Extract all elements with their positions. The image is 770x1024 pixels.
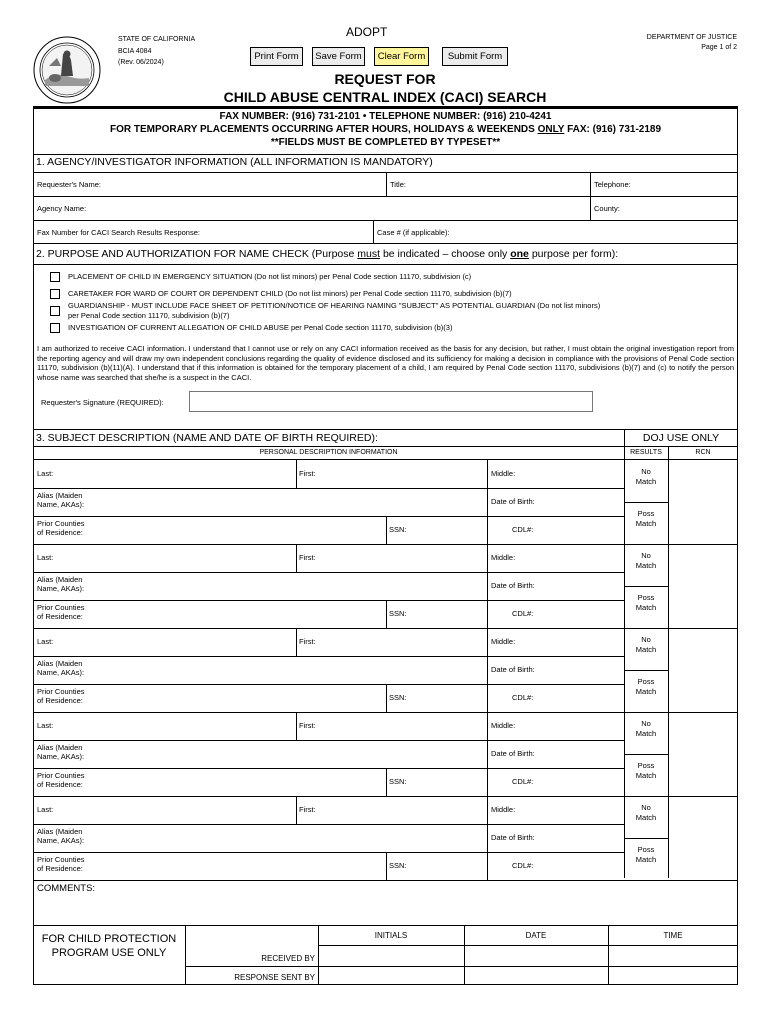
investigation-checkbox[interactable] [50,323,60,333]
guardianship-option-cont: per Penal Code section 11170, subdivision (b)(7) [68,311,230,320]
emergency-placement-checkbox[interactable] [50,272,60,282]
ssn-label: SSN: [389,693,407,702]
program-label-line1: FOR CHILD PROTECTION [41,933,177,945]
save-form-button[interactable]: Save Form [312,47,365,66]
form-id: BCIA 4084 [118,48,152,55]
investigation-option: INVESTIGATION OF CURRENT ALLEGATION OF CHILD ABUSE per Penal Code section 11170, subdivision (b)(3) [68,323,453,332]
alias-field[interactable] [100,657,486,683]
first-name-field[interactable] [320,629,486,655]
caretaker-option: CARETAKER FOR WARD OF COURT OR DEPENDENT CHILD (Do not list minors) per Penal Code section 11170, subdivision (b)(7) [68,289,512,298]
date-of-birth-field[interactable] [545,741,623,767]
telephone-field[interactable] [640,174,736,196]
cdl-label: CDL#: [512,777,534,786]
alias-label: Alias (Maiden [37,743,83,752]
first-name-label: First: [299,721,316,730]
middle-name-label: Middle: [491,805,516,814]
last-name-field[interactable] [60,797,294,823]
prior-counties-label: Prior Counties [37,855,85,864]
signature-field[interactable] [189,391,593,412]
alias-label-cont: Name, AKAs): [37,500,85,509]
ssn-field[interactable] [412,601,486,627]
rcn-field[interactable] [669,545,737,627]
personal-description-header: PERSONAL DESCRIPTION INFORMATION [259,449,398,456]
county-label: County: [594,204,620,213]
cdl-field[interactable] [540,853,623,879]
authorization-statement: I am authorized to receive CACI information. I understand that I cannot use or rely on any CACI information received as the basis for any decision, but rather, I must obtain the original investigation report from the reporting agency and will draw my own independent conclusions regarding the quality of evidence disclosed and its sufficiency for making a decision in compliance with the provisions of Penal Code section 11170, subdivision (b)(11)(A). I understand that if this information is obtained for the temporary placement of a child, I am required by Penal Code section 11170, subdivisions (b)(7) and (c) to notify the person whose name was searched that she/he is a suspect in the CACI. [37,344,734,382]
prior-counties-label: Prior Counties [37,687,85,696]
last-name-label: Last: [37,553,54,562]
case-number-label: Case # (if applicable): [377,228,450,237]
prior-counties-field[interactable] [100,769,384,795]
alias-label: Alias (Maiden [37,575,83,584]
first-name-field[interactable] [320,797,486,823]
alias-label: Alias (Maiden [37,659,83,668]
prior-counties-label-cont: of Residence: [37,528,83,537]
prior-counties-field[interactable] [100,853,384,879]
date-header: DATE [525,931,547,940]
after-hours-fax-line: FOR TEMPORARY PLACEMENTS OCCURRING AFTER HOURS, HOLIDAYS & WEEKENDS ONLY FAX: (916) 731-2189 [109,124,662,135]
middle-name-field[interactable] [520,545,623,571]
ssn-field[interactable] [412,685,486,711]
alias-label-cont: Name, AKAs): [37,668,85,677]
last-name-field[interactable] [60,461,294,487]
time-header: TIME [663,931,683,940]
last-name-label: Last: [37,637,54,646]
fax-number-field[interactable] [215,222,370,242]
comments-field[interactable] [35,896,736,924]
first-name-field[interactable] [320,545,486,571]
cdl-field[interactable] [540,769,623,795]
no-match-label-cont: Match [635,477,657,486]
cdl-label: CDL#: [512,693,534,702]
first-name-label: First: [299,553,316,562]
no-match-label: No [641,467,651,476]
date-of-birth-label: Date of Birth: [491,497,535,506]
no-match-label-cont: Match [635,561,657,570]
section2-title: 2. PURPOSE AND AUTHORIZATION FOR NAME CHECK (Purpose must be indicated – choose only one purpose per form): [36,248,619,260]
prior-counties-label-cont: of Residence: [37,612,83,621]
alias-label: Alias (Maiden [37,827,83,836]
middle-name-label: Middle: [491,637,516,646]
results-header: RESULTS [630,449,662,456]
cdl-field[interactable] [540,685,623,711]
ssn-field[interactable] [412,517,486,543]
rcn-field[interactable] [669,797,737,879]
page-number: Page 1 of 2 [701,44,737,51]
doj-use-only: DOJ USE ONLY [642,432,720,444]
alias-field[interactable] [100,741,486,767]
last-name-label: Last: [37,469,54,478]
state-of-california: STATE OF CALIFORNIA [118,36,196,43]
agency-name-label: Agency Name: [37,204,87,213]
prior-counties-label: Prior Counties [37,771,85,780]
date-of-birth-label: Date of Birth: [491,749,535,758]
middle-name-field[interactable] [520,461,623,487]
cdl-label: CDL#: [512,525,534,534]
ssn-field[interactable] [412,769,486,795]
typeset-notice: **FIELDS MUST BE COMPLETED BY TYPESET** [270,137,501,148]
guardianship-checkbox[interactable] [50,306,60,316]
middle-name-field[interactable] [520,629,623,655]
requester-name-label: Requester's Name: [37,180,101,189]
form-title-line2: CHILD ABUSE CENTRAL INDEX (CACI) SEARCH [223,89,547,105]
date-of-birth-label: Date of Birth: [491,581,535,590]
response-sent-by-label: RESPONSE SENT BY [234,973,315,982]
alias-label-cont: Name, AKAs): [37,836,85,845]
last-name-label: Last: [37,721,54,730]
first-name-field[interactable] [320,713,486,739]
alias-label-cont: Name, AKAs): [37,584,85,593]
form-title-line1: REQUEST FOR [334,71,436,87]
poss-match-label-cont: Match [635,519,657,528]
alias-field[interactable] [100,573,486,599]
rcn-field[interactable] [669,629,737,711]
no-match-label: No [641,635,651,644]
poss-match-label-cont: Match [635,687,657,696]
form-revision: (Rev. 06/2024) [118,59,164,66]
poss-match-label-cont: Match [635,855,657,864]
cdl-label: CDL#: [512,609,534,618]
no-match-label-cont: Match [635,729,657,738]
first-name-label: First: [299,469,316,478]
rcn-header: RCN [695,449,711,456]
prior-counties-label: Prior Counties [37,603,85,612]
ssn-label: SSN: [389,777,407,786]
last-name-field[interactable] [60,713,294,739]
middle-name-label: Middle: [491,553,516,562]
prior-counties-label: Prior Counties [37,519,85,528]
agency-name-field[interactable] [98,198,588,220]
date-of-birth-field[interactable] [545,489,623,515]
signature-label: Requester's Signature (REQUIRED): [41,398,164,407]
fax-telephone-line: FAX NUMBER: (916) 731-2101 • TELEPHONE NUMBER: (916) 210-4241 [219,111,552,122]
guardianship-option: GUARDIANSHIP - MUST INCLUDE FACE SHEET OF PETITION/NOTICE OF HEARING NAMING "SUBJECT" AS POTENTIAL GUARDIAN (Do not list minors) [68,301,601,310]
no-match-label-cont: Match [635,645,657,654]
requester-name-field[interactable] [115,174,385,196]
date-of-birth-field[interactable] [545,825,623,851]
cdl-field[interactable] [540,517,623,543]
date-of-birth-label: Date of Birth: [491,833,535,842]
prior-counties-label-cont: of Residence: [37,864,83,873]
received-by-label: RECEIVED BY [261,954,315,963]
middle-name-field[interactable] [520,797,623,823]
middle-name-field[interactable] [520,713,623,739]
cdl-label: CDL#: [512,861,534,870]
no-match-label: No [641,719,651,728]
case-number-field[interactable] [466,222,736,242]
first-name-label: First: [299,805,316,814]
no-match-label-cont: Match [635,813,657,822]
poss-match-label: Poss [637,845,655,854]
ssn-label: SSN: [389,525,407,534]
poss-match-label: Poss [637,761,655,770]
title-label: Title: [390,180,406,189]
prior-counties-field[interactable] [100,517,384,543]
date-of-birth-field[interactable] [545,573,623,599]
cdl-field[interactable] [540,601,623,627]
emergency-placement-option: PLACEMENT OF CHILD IN EMERGENCY SITUATION (Do not list minors) per Penal Code section 11170, subdivision (c) [68,272,472,281]
clear-form-button[interactable]: Clear Form [374,47,429,66]
alias-label: Alias (Maiden [37,491,83,500]
section1-title: 1. AGENCY/INVESTIGATOR INFORMATION (ALL INFORMATION IS MANDATORY) [36,156,433,168]
date-of-birth-field[interactable] [545,657,623,683]
no-match-label: No [641,551,651,560]
last-name-label: Last: [37,805,54,814]
first-name-label: First: [299,637,316,646]
title-field[interactable] [412,174,588,196]
prior-counties-label-cont: of Residence: [37,696,83,705]
rcn-field[interactable] [669,713,737,795]
alias-field[interactable] [100,489,486,515]
comments-label: COMMENTS: [37,883,96,894]
county-field[interactable] [628,198,736,220]
section3-title: 3. SUBJECT DESCRIPTION (NAME AND DATE OF BIRTH REQUIRED): [36,432,378,444]
prior-counties-field[interactable] [100,601,384,627]
department-of-justice: DEPARTMENT OF JUSTICE [646,34,737,41]
adopt-label: ADOPT [346,25,388,39]
telephone-label: Telephone: [594,180,631,189]
poss-match-label-cont: Match [635,771,657,780]
program-label-line2: PROGRAM USE ONLY [51,947,167,959]
ssn-field[interactable] [412,853,486,879]
middle-name-label: Middle: [491,721,516,730]
prior-counties-label-cont: of Residence: [37,780,83,789]
ssn-label: SSN: [389,609,407,618]
poss-match-label: Poss [637,509,655,518]
first-name-field[interactable] [320,461,486,487]
ssn-label: SSN: [389,861,407,870]
alias-field[interactable] [100,825,486,851]
date-of-birth-label: Date of Birth: [491,665,535,674]
poss-match-label: Poss [637,677,655,686]
poss-match-label-cont: Match [635,603,657,612]
no-match-label: No [641,803,651,812]
middle-name-label: Middle: [491,469,516,478]
poss-match-label: Poss [637,593,655,602]
fax-number-label: Fax Number for CACI Search Results Response: [37,228,200,237]
caretaker-checkbox[interactable] [50,289,60,299]
rcn-field[interactable] [669,461,737,543]
last-name-field[interactable] [60,629,294,655]
submit-form-button[interactable]: Submit Form [442,47,508,66]
alias-label-cont: Name, AKAs): [37,752,85,761]
prior-counties-field[interactable] [100,685,384,711]
last-name-field[interactable] [60,545,294,571]
print-form-button[interactable]: Print Form [250,47,303,66]
initials-header: INITIALS [374,931,408,940]
